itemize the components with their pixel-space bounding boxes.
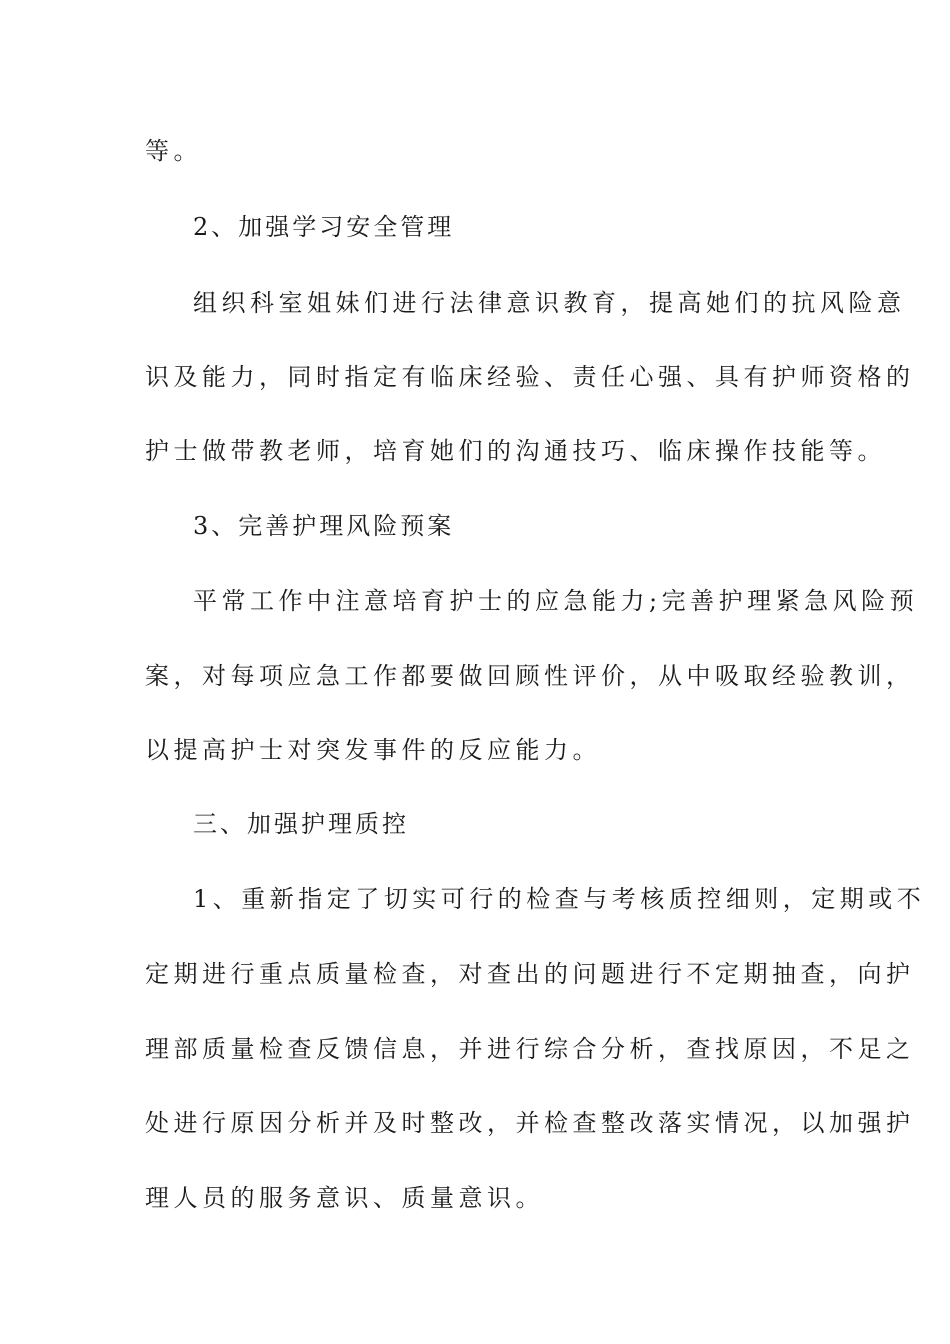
paragraph-line: 以提高护士对突发事件的反应能力。	[145, 736, 601, 764]
section-heading: 2、加强学习安全管理	[193, 213, 455, 241]
paragraph-line: 1、重新指定了切实可行的检查与考核质控细则，定期或不	[193, 885, 926, 913]
paragraph-line: 理部质量检查反馈信息，并进行综合分析，查找原因，不足之	[145, 1035, 915, 1063]
paragraph-line: 理人员的服务意识、质量意识。	[145, 1184, 544, 1212]
paragraph-line: 平常工作中注意培育护士的应急能力;完善护理紧急风险预	[193, 587, 919, 615]
paragraph-line: 定期进行重点质量检查，对查出的问题进行不定期抽查，向护	[145, 960, 915, 988]
paragraph-line: 案，对每项应急工作都要做回顾性评价，从中吸取经验教训，	[145, 662, 915, 690]
paragraph-line: 护士做带教老师，培育她们的沟通技巧、临床操作技能等。	[145, 437, 886, 465]
paragraph-line: 识及能力，同时指定有临床经验、责任心强、具有护师资格的	[145, 363, 915, 391]
section-heading: 三、加强护理质控	[193, 810, 409, 838]
section-heading: 3、完善护理风险预案	[193, 512, 455, 540]
paragraph-line: 组织科室姐妹们进行法律意识教育，提高她们的抗风险意	[193, 289, 906, 317]
paragraph-line: 处进行原因分析并及时整改，并检查整改落实情况，以加强护	[145, 1109, 915, 1137]
paragraph-line: 等。	[145, 137, 202, 165]
